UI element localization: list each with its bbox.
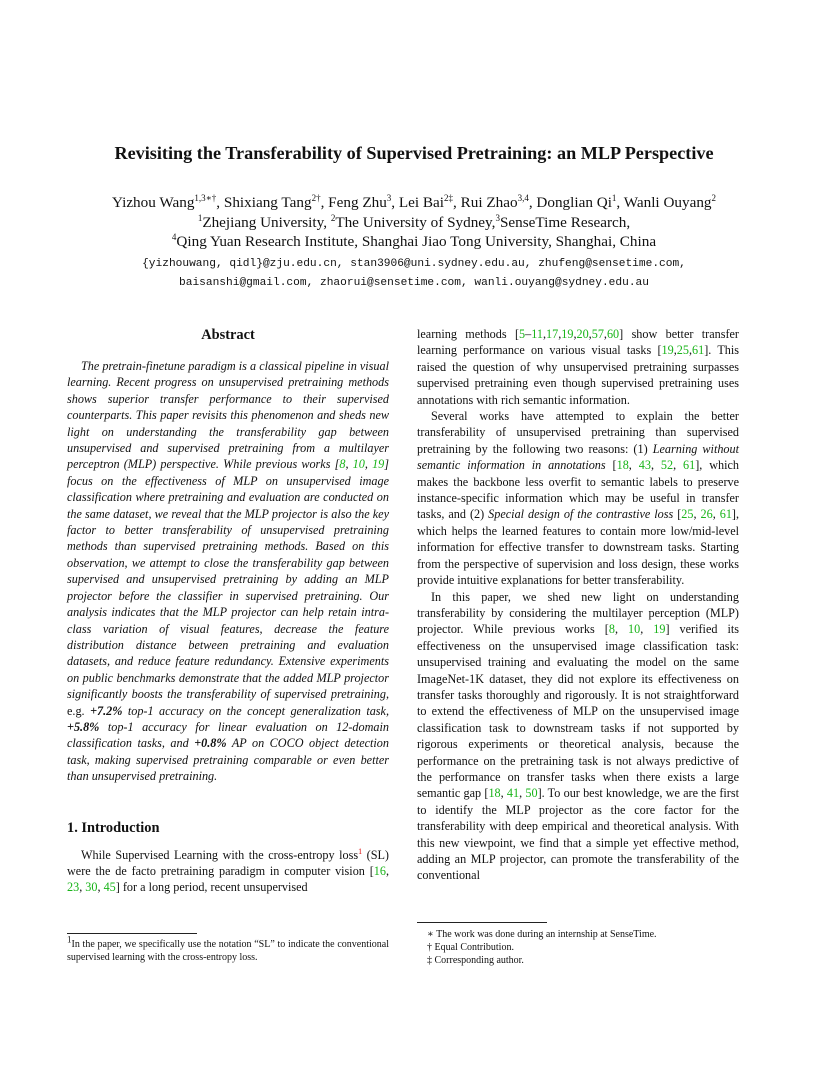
footnote-rule-left	[67, 933, 197, 934]
section-heading-introduction: 1. Introduction	[67, 819, 160, 836]
text-run: ,	[640, 622, 654, 637]
footnote-1	[67, 934, 389, 964]
text-run: In this paper, we shed new light on understanding transferability by considering the multilayer perception (MLP) projector. While previous works [	[417, 589, 739, 637]
footnote-internship: ∗ The work was done during an internship at SenseTime.	[427, 929, 657, 940]
text-run: ,	[364, 457, 373, 472]
text-run: top-1 accuracy on the concept generalization task,	[122, 703, 390, 718]
citation-link[interactable]: 25	[681, 507, 694, 522]
text-run: ,	[573, 327, 577, 341]
citation-link[interactable]: 30	[85, 880, 98, 895]
right-column	[417, 326, 739, 884]
text-run: The pretrain-finetune paradigm is a classical pipeline in visual learning. Recent progress on unsupervised pretraining methods shows superior transfer performance to their supervised counterparts. This paper revisits this phenomenon and sheds new light on understanding the transferability gap between unsupervised and supervised pretraining from a multilayer perceptron (MLP) perspective. While previous works [	[67, 359, 389, 472]
citation-link[interactable]: 41	[506, 786, 520, 801]
citation-link[interactable]: 20	[576, 327, 589, 341]
author-name: Donglian Qi	[536, 194, 612, 211]
bold-result: +7.2%	[90, 703, 123, 718]
citation-link[interactable]: 19	[561, 327, 574, 341]
citation-link[interactable]: 43	[638, 458, 651, 473]
text-run: ]. This raised the question of why unsupervised pretraining surpasses supervised pretraining even though supervised pretraining uses annotations with rich semantic information.	[417, 343, 739, 407]
text-run: ,	[712, 507, 720, 522]
text-run: learning methods [	[417, 327, 520, 341]
text-run: ,	[500, 786, 507, 801]
text-run: ,	[628, 458, 639, 473]
citation-link[interactable]: 26	[700, 507, 713, 522]
text-run: –	[525, 327, 532, 341]
text-run: ,	[385, 863, 389, 878]
text-run: While Supervised Learning with the cross-entropy loss	[81, 847, 359, 862]
author-name: Wanli Ouyang	[623, 194, 712, 211]
citation-link[interactable]: 10	[352, 457, 365, 472]
citation-link[interactable]: 5	[519, 327, 526, 341]
citation-link[interactable]: 19	[653, 622, 666, 637]
affiliation-line-2	[30, 232, 798, 251]
author-affiliation-mark: 3	[386, 192, 392, 203]
text-run: (SL) were the de facto pretraining paradigm in computer vision [	[67, 847, 389, 878]
intro-paragraph-1-continued	[417, 326, 739, 408]
citation-link[interactable]: 45	[103, 880, 116, 895]
author-name: Shixiang Tang	[223, 194, 312, 211]
text-run: ,	[588, 327, 592, 341]
footnote-corresponding-author: ‡ Corresponding author.	[427, 955, 524, 966]
text-run: ,	[345, 457, 353, 472]
affiliation-mark: 2	[330, 212, 336, 223]
text-run: [	[605, 458, 617, 473]
text-run: AP on COCO object detection task, making supervised pretraining comparable or even better than unsupervised pretraining.	[67, 736, 389, 784]
author-affiliation-mark: 2†	[311, 192, 321, 203]
citation-link[interactable]: 18	[488, 786, 501, 801]
text-run: ] verified its effectiveness on the unsupervised image classification task: unsupervised training and evaluating the model on the same ImageNet-1K dataset, they did not explore its effectiveness on transfer tasks thoroughly and rigorously. It is not straightforward to extend the effectiveness of MLP on the unsupervised image classification task to downstream tasks if not supported by rigorous experiments or theoretical analysis, because the performance on the pretraining task is not always predictive of the performance on transfer tasks when there exists a large semantic gap [	[417, 622, 739, 801]
text-run: ,	[673, 458, 684, 473]
affiliation-mark: 1	[197, 212, 203, 223]
author-affiliation-mark: 2	[711, 192, 717, 203]
emphasis-text: Special design of the contrastive loss	[488, 507, 674, 522]
upright-text: e.g.	[67, 703, 85, 718]
affiliation-name: SenseTime Research,	[499, 214, 631, 231]
affiliation-name: Qing Yuan Research Institute, Shanghai Jiao Tong University, Shanghai, China	[176, 233, 657, 250]
citation-link[interactable]: 60	[606, 327, 620, 341]
text-run: ,	[558, 327, 562, 341]
emphasis-text: Learning without semantic information in annotations	[417, 441, 739, 473]
affiliation-line-1	[30, 213, 798, 232]
author-list: Yizhou Wang$^{1,3∗\dagger}$, Shixiang Tang$^{2\dagger}$, Feng Zhu$^3$, Lei Bai$^{2\ddagger}$, Rui Zhao$^{3,4}$, Donglian Qi$^1$, Wanli Ouyang$^2$	[111, 192, 717, 211]
author-name: Rui Zhao	[460, 194, 518, 211]
text-run: Several works have attempted to explain the better transferability of unsupervised pretraining than supervised pretraining by the following two reasons: (1)	[417, 409, 739, 456]
citation-link[interactable]: 8	[339, 457, 346, 472]
text-run: ,	[603, 327, 607, 341]
abstract-heading: Abstract	[201, 327, 255, 343]
citation-link[interactable]: 10	[628, 622, 641, 637]
text-run: ,	[79, 880, 86, 895]
author-name: Yizhou Wang	[111, 194, 195, 211]
citation-link[interactable]: 57	[591, 327, 604, 341]
citation-link[interactable]: 17	[546, 327, 559, 341]
affiliation-name: The University of Sydney,	[335, 214, 496, 231]
text-run: ], which helps the learned features to contain more low/mid-level information for effective transfer to downstream tasks. Starting from the perspective of supervision and loss design, these works provide intuitive explanations for better transferability.	[417, 507, 740, 588]
text-run: top-1 accuracy for linear evaluation on 12-domain classification tasks, and	[67, 719, 389, 751]
author-affiliation-mark: 1	[611, 192, 617, 203]
citation-link[interactable]: 18	[616, 458, 629, 473]
citation-link[interactable]: 61	[719, 507, 732, 522]
text-run: ] for a long period, recent unsupervised	[115, 880, 308, 895]
text-run: ,	[688, 343, 693, 358]
text-run: ,	[673, 343, 677, 358]
citation-link[interactable]: 19	[372, 457, 385, 472]
footnote-1-text: In the paper, we specifically use the notation “SL” to indicate the conventional supervised learning with the cross-entropy loss.	[67, 939, 389, 963]
footnote-1-mark: 1	[67, 934, 72, 945]
text-run: ], which makes the backbone less overfit to semantic labels to preserve instance-specific information which may be useful in transfer tasks, and (2)	[417, 458, 740, 522]
text-run: ] show better transfer learning performance on various visual tasks [	[417, 327, 739, 358]
text-run: ,	[542, 327, 547, 341]
text-run: [	[673, 507, 682, 522]
paper-title: Revisiting the Transferability of Supervised Pretraining: an MLP Perspective	[114, 143, 714, 163]
bold-result: +0.8%	[194, 736, 227, 751]
author-affiliation-mark: 2‡	[444, 192, 454, 203]
citation-link[interactable]: 52	[660, 458, 674, 473]
left-column	[67, 326, 389, 896]
footnote-rule-right	[417, 922, 547, 923]
text-run: ]. To our best knowledge, we are the first to identify the MLP projector as the core factor for the transferability with deep empirical and theoretical analysis. With this new viewpoint, we find that a simple yet effective method, adding an MLP projector, can promote the transferability of the conventional	[417, 786, 739, 883]
citation-link[interactable]: 11	[531, 327, 543, 341]
author-affiliation-mark: 1,3∗†	[194, 192, 217, 203]
text-run: ,	[519, 786, 526, 801]
citation-link[interactable]: 19	[661, 343, 674, 358]
author-name: Feng Zhu	[328, 194, 387, 211]
affiliation-mark: 4	[171, 231, 177, 242]
text-run: ,	[650, 458, 661, 473]
affiliation-mark: 3	[495, 212, 500, 223]
footnote-marker[interactable]: 1	[358, 846, 363, 856]
affiliation-name: Zhejiang University,	[202, 214, 331, 231]
citation-link[interactable]: 23	[67, 880, 80, 895]
intro-paragraph-2	[417, 408, 739, 588]
bold-result: +5.8%	[67, 719, 100, 734]
citation-link[interactable]: 25	[676, 343, 689, 358]
citation-link[interactable]: 61	[692, 343, 705, 358]
footnote-equal-contribution: † Equal Contribution.	[427, 942, 514, 953]
author-affiliation-mark: 3,4	[517, 192, 529, 203]
email-line-1: {yizhouwang, qidl}@zju.edu.cn, stan3906@uni.sydney.edu.au, zhufeng@sensetime.com,	[142, 258, 686, 270]
citation-link[interactable]: 8	[608, 622, 615, 637]
text-run: ] focus on the effectiveness of MLP on unsupervised image classification where pretraining and evaluation are conducted on the same dataset, we reveal that the MLP projector is also the key factor to better transferability of unsupervised pretraining methods than supervised pretraining methods. Based on this observation, we attempt to close the transferability gap between supervised and unsupervised pretraining by adding an MLP projector before the classifier in supervised pretraining. Our analysis indicates that the MLP projector can help retain intra-class variation of visual features, decrease the feature distribution distance between pretraining and evaluation datasets, and reduce feature redundancy. Extensive experiments on public benchmarks demonstrate that the added MLP projector significantly boosts the transferability of supervised pretraining,	[67, 457, 390, 702]
intro-paragraph-1	[67, 847, 389, 896]
text-run: ,	[614, 622, 629, 637]
text-run: ,	[97, 880, 104, 895]
intro-paragraph-3	[417, 589, 739, 884]
citation-link[interactable]: 50	[525, 786, 538, 801]
citation-link[interactable]: 61	[683, 458, 696, 473]
email-line-2: baisanshi@gmail.com, zhaorui@sensetime.com, wanli.ouyang@sydney.edu.au	[179, 277, 649, 289]
text-run: ,	[693, 507, 701, 522]
abstract-text	[67, 358, 389, 785]
author-name: Lei Bai	[398, 194, 445, 211]
citation-link[interactable]: 16	[373, 863, 386, 878]
